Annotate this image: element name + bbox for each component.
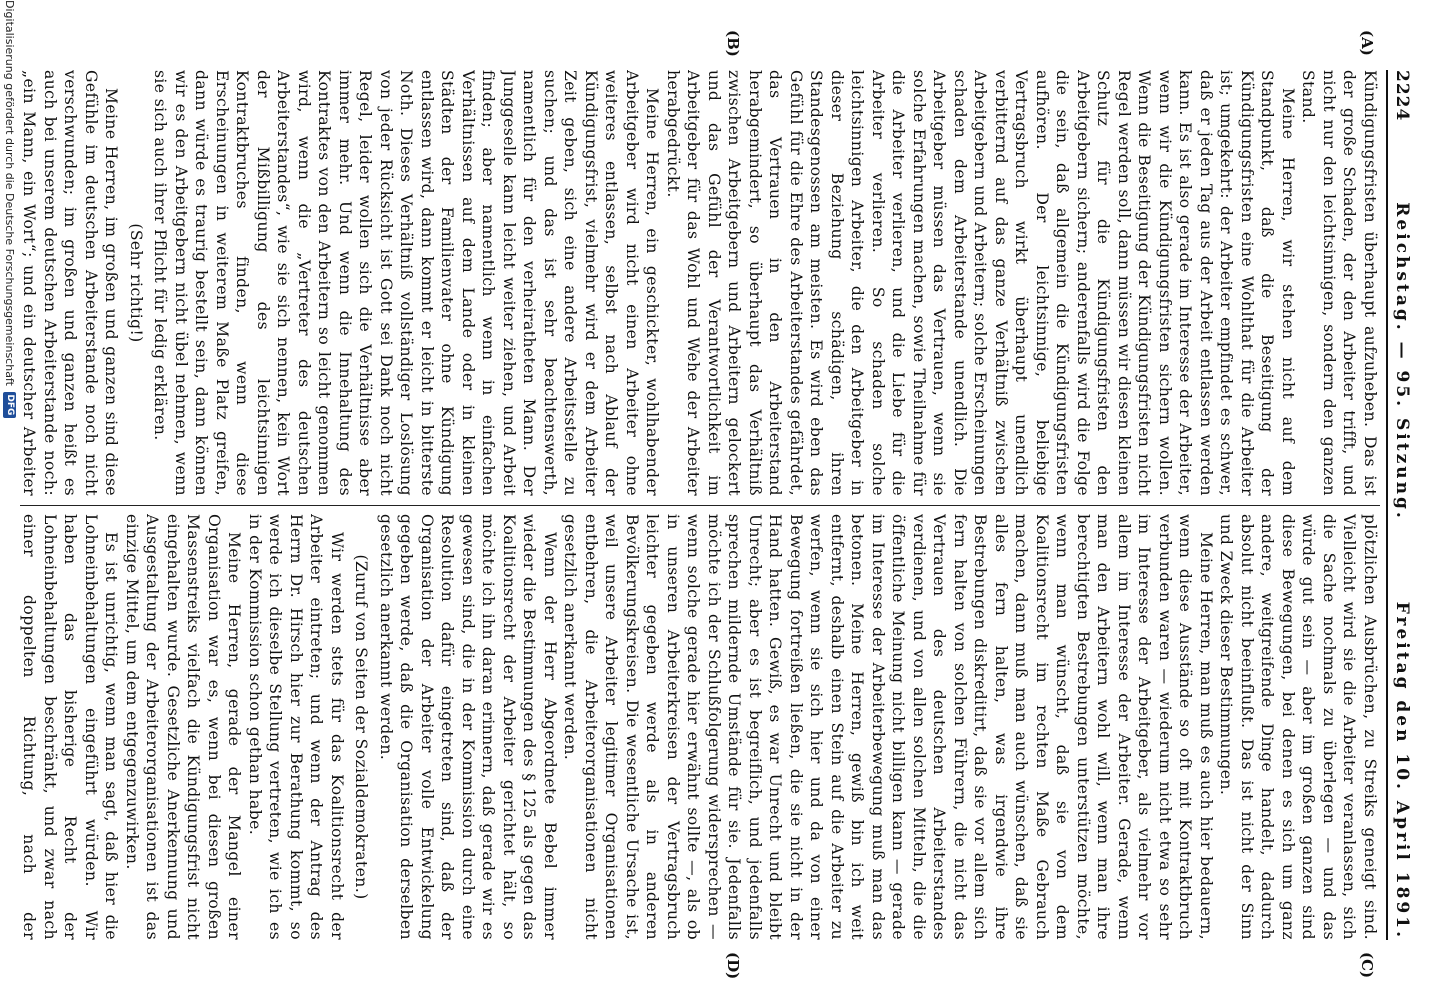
paragraph: (Sehr richtig!) [127, 223, 145, 343]
paragraph: Meine Herren, wir stehen nicht auf dem Standpunkt, daß die Beseitigung der Kündigungsfristen eine Wohlthat für die Arbeiter ist; umgekehrt: der Arbeiter empfindet es schwer, daß er jeden Tag aus der Arbeit entlassen werden kann. Es ist also gerade im Interesse der Arbeiter, wenn wir die Kündigungsfristen sichern wollen. Wenn die Beseitigung der Kündigungsfristen nicht Regel werden soll, dann müssen wir diesen kleinen Schutz für die Kündigungsfristen den Arbeitgebern sichern; anderenfalls wird die Folge die sein, daß allgemein die Kündigungsfristen aufhören. Der leichtsinnige, beliebige Vertragsbruch wirkt überhaupt unendlich verbitternd auf das ganze Verhältniß zwischen Arbeitgebern und Arbeitern; solche Erscheinungen schaden dem Arbeiterstande unendlich. Die Arbeitgeber müssen das Vertrauen, wenn sie solche Erfahrungen machen, sowie Theilnahme für die Arbeiter verlieren, und die Liebe für die Arbeiter verlieren. So schaden solche leichtsinnigen Arbeiter, die den Arbeitgeber in dieser Beziehung schädigen, ihren Standesgenossen am meisten. Es wird eben das Gefühl für die Ehre des Arbeiterstandes gefährdet, das Vertrauen in den Arbeiterstand herabgemindert, so überhaupt das Verhältniß zwischen Arbeitgebern und Arbeitern gelockert und das Gefühl der Verantwortlichkeit im Arbeitgeber für das Wohl und Wehe der Arbeiter herabgedrückt. [664, 70, 1297, 496]
digitization-footer [0, 0, 20, 1000]
footer-text: Digitalisierung gefördert durch die Deutsche Forschungsgemeinschaft [3, 0, 17, 386]
dfg-logo-icon: DFG [4, 392, 17, 418]
paragraph: Meine Herren, gerade der Mangel einer Organisation war es, wenn bei diesen großen Massenstreiks vielfach die Kündigungsfrist nicht eingehalten wurde. Gesetzliche Anerkennung und Ausgestaltung der Arbeiterorganisationen ist das einzige Mittel, um dem entgegenzuwirken. [123, 514, 244, 940]
right-text-column [20, 514, 1380, 940]
paragraph: Meine Herren, man muß es auch hier bedauern, wenn diese Ausstände so oft mit Kontraktbruch verbunden waren — wiederum nicht etwa so sehr im Interesse der Arbeitgeber, als vielmehr vor allem im Interesse der Arbeiter. Gerade, wenn man den Arbeitern wohl will, wenn man ihre berechtigten Bestrebungen unterstützen möchte, wenn man wünscht, daß sie von dem Koalitionsrecht im rechten Maße Gebrauch machen, dann muß man auch wünschen, daß sie alles fern halten, was irgendwie ihre Bestrebungen diskreditirt, daß sie vor allem sich fern halten von solchen Führern, die nicht das Vertrauen des deutschen Arbeiterstandes verdienen, und von allen solchen Mitteln, die die öffentliche Meinung nicht billigen kann — gerade im Interesse der Arbeiterbewegung muß man das betonen. Meine Herren, gewiß bin ich weit entfernt, deshalb einen Stein auf die Arbeiter zu werfen, wenn sie sich hier und da von einer Bewegung fortreißen ließen, die sie nicht in der Hand hatten. Gewiß, es war Unrecht und bleibt Unrecht; aber es ist begreiflich, und jedenfalls sprechen mildernde Umstände für sie. Jedenfalls möchte ich der Schlußfolgerung widersprechen — wenn solche gerade hier erwähnt sollte —, als ob in unseren Arbeiterkreisen der Vertragsbruch leichter gegeben werde als in anderen Bevölkerungskreisen. Die wesentliche Ursache ist, weil unsere Arbeiter legitimer Organisationen entbehren, die Arbeiterorganisationen nicht gesetzlich anerkannt werden. [561, 514, 1215, 940]
paragraph: Kündigungsfristen überhaupt aufzuheben. Das ist der große Schaden, der den Arbeiter trifft, und nicht nur den leichtsinnigen, sondern den ganzen Stand. [1299, 70, 1379, 496]
column-divider [20, 505, 1380, 506]
paragraph: Es ist unrichtig, wenn man sagt, daß hier die Lohneinbehaltungen eingeführt würden. Wir haben das bisherige Recht der Lohneinbehaltungen beschränkt, und zwar nach einer doppelten Richtung, nach der [20, 514, 121, 940]
margin-marker-b: (B) [724, 30, 742, 57]
header-title: Reichstag. — 95. Sitzung. [1392, 202, 1412, 521]
paragraph: Meine Herren, ein geschickter, wohlhabender Arbeitgeber wird nicht einen Arbeiter ohne weiteres entlassen, selbst nach Ablauf der Kündigungsfrist, vielmehr wird er dem Arbeiter Zeit geben, sich eine andere Arbeitsstelle zu suchen; und das ist sehr beachtenswerth, namentlich für den verheiratheten Mann. Der Junggeselle kann leicht weiter ziehen, und Arbeit finden; aber namentlich wenn in einfachen Verhältnissen auf dem Lande oder in kleinen Städten der Familienvater ohne Kündigung entlassen wird, dann kommt er leicht in bitterste Noth. Dieses Verhältniß vollständiger Loslösung von jeder Rücksicht ist Gott sei Dank noch nicht Regel, leider wollen sich die Verhältnisse aber immer mehr. Und wenn die Innehaltung des Kontraktes von den Arbeitern so leicht genommen wird, wenn die „Vertreter des deutschen Arbeiterstandes“, wie sie sich nennen, kein Wort der Mißbilligung des leichtsinnigen Kontraktbruches finden, wenn diese Erscheinungen in weiterem Maße Platz greifen, dann würde es traurig bestellt sein, dann können wir es den Arbeitgebern nicht übel nehmen, wenn sie sich auch ihrer Pflicht für ledig erklären. [151, 70, 662, 496]
paragraph: Wenn der Herr Abgeordnete Bebel immer wieder die Bestimmungen des § 125 als gegen das Koalitionsrecht der Arbeiter gerichtet hält, so möchte ich ihn daran erinnern, daß gerade wir es gewesen sind, die in der Kommission durch eine Resolution dafür eingetreten sind, daß der Organisation der Arbeiter volle Entwickelung gegeben werde, daß die Organisation derselben gesetzlich anerkannt werden. [377, 514, 559, 940]
header-date: Freitag den 10. April 1891. [1392, 601, 1412, 940]
left-text-column [20, 70, 1380, 496]
header-rule [1386, 70, 1388, 940]
paragraph: Meine Herren, im großen und ganzen sind diese Gefühle im deutschen Arbeiterstande noch nicht verschwunden; im großen und ganzen heißt es auch bei unserem deutschen Arbeiterstande noch: „ein Mann, ein Wort“; und ein deutscher Arbeiter [20, 70, 121, 496]
paragraph: Wir werden stets für das Koalitionsrecht der Arbeiter eintreten; und wenn der Antrag des Herrn Dr. Hirsch hier zur Berathung kommt, so werde ich dieselbe Stellung vertreten, wie ich es in der Kommission schon gethan habe. [246, 514, 346, 940]
margin-marker-c: (C) [1358, 952, 1376, 979]
paragraph: (Zuruf von Seiten der Sozialdemokraten.) [352, 554, 371, 900]
margin-marker-a: (A) [1358, 30, 1376, 56]
paragraph: plötzlichen Ausbrüchen, zu Streiks geneigt sind. Vielleicht wird sie die Arbeiter veranlassen, sich die Sache nochmals zu überlegen — und das würde gut sein — aber im großen ganzen sind diese Bewegungen, bei denen es sich um ganz andere, weitgreifende Dinge handelt, dadurch absolut nicht beeinflußt. Das ist nicht der Sinn und Zweck dieser Bestimmungen. [1217, 514, 1379, 940]
page-header [1392, 70, 1422, 940]
margin-marker-d: (D) [724, 952, 742, 980]
page-number: 2224 [1392, 70, 1412, 122]
